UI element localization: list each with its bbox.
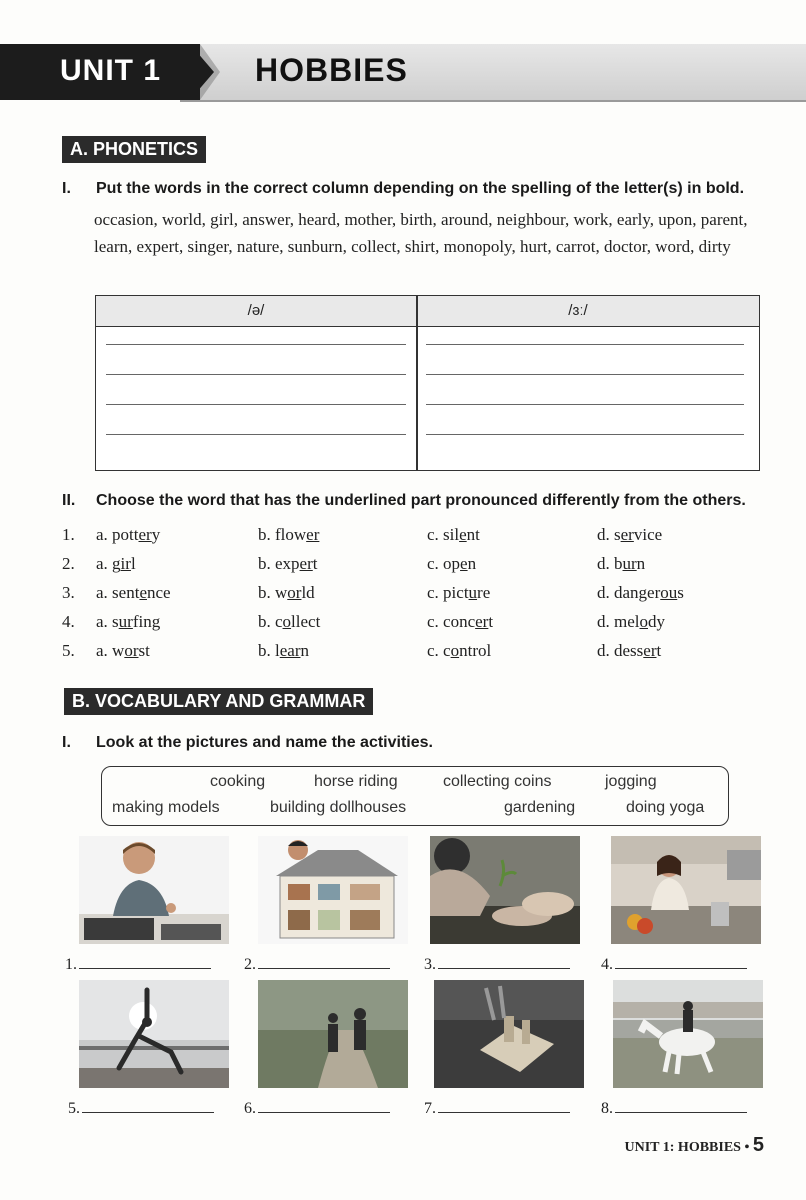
word-bank — [101, 766, 729, 826]
dollhouse-photo — [258, 836, 408, 944]
word-bank-item: making models — [112, 799, 220, 816]
answer-line[interactable] — [258, 1098, 390, 1113]
answer-option-a[interactable]: a. pottery — [96, 525, 161, 544]
horse-riding-photo — [613, 980, 763, 1088]
exercise-number: I. — [62, 734, 71, 751]
word-bank-item: building dollhouses — [270, 799, 407, 816]
answer-line[interactable] — [106, 434, 406, 435]
answer-option-d[interactable]: d. service — [597, 525, 663, 544]
underlined-part: ou — [660, 583, 678, 602]
phonetics-table — [95, 295, 760, 471]
underlined-part: ear — [279, 641, 301, 660]
question-number: 2. — [62, 554, 75, 573]
answer-option-d[interactable]: d. melody — [597, 612, 665, 631]
column-header-schwa: /ə/ — [247, 302, 265, 319]
unit-title: HOBBIES — [255, 52, 408, 88]
underlined-part: er — [643, 641, 657, 660]
underlined-part: er — [299, 554, 313, 573]
picture-number: 2. — [244, 956, 256, 973]
question-number: 4. — [62, 612, 75, 631]
word-bank-item: doing yoga — [626, 799, 705, 816]
underlined-part: ur — [622, 554, 637, 573]
underlined-part: er — [620, 525, 634, 544]
answer-line[interactable] — [426, 434, 744, 435]
answer-blank[interactable] — [244, 954, 390, 974]
column-header-er: /ɜː/ — [568, 302, 588, 319]
question-row — [62, 612, 762, 638]
answer-line[interactable] — [438, 954, 570, 969]
underlined-part: or — [124, 641, 139, 660]
jogging-photo — [258, 980, 408, 1088]
word-bank-item: jogging — [605, 773, 657, 790]
question-row — [62, 583, 762, 609]
question-number: 3. — [62, 583, 75, 602]
section-a-heading: A. PHONETICS — [62, 136, 206, 163]
header-arrow — [190, 44, 214, 100]
question-row — [62, 554, 762, 580]
answer-blank[interactable] — [65, 954, 211, 974]
question-row — [62, 641, 762, 667]
section-b-heading: B. VOCABULARY AND GRAMMAR — [64, 688, 373, 715]
model-building-photo — [434, 980, 584, 1088]
word-bank-item: collecting coins — [443, 773, 552, 790]
underlined-part: e — [139, 583, 147, 602]
instruction-text: Look at the pictures and name the activities. — [96, 734, 433, 751]
answer-option-d[interactable]: d. dangerous — [597, 583, 684, 602]
picture-number: 6. — [244, 1100, 256, 1117]
word-list: occasion, world, girl, answer, heard, mother, birth, around, neighbour, work, early, upon, parent, learn, expert, singer, nature, sunburn, collect, shirt, monopoly, hurt, carrot, doctor, word, dirty — [94, 210, 748, 256]
answer-option-c[interactable]: c. concert — [427, 612, 494, 631]
answer-line[interactable] — [426, 404, 744, 405]
word-bank-item: gardening — [504, 799, 576, 816]
page-footer — [625, 1134, 764, 1157]
answer-option-c[interactable]: c. open — [427, 554, 477, 573]
footer-text: UNIT 1: HOBBIES • — [624, 1140, 750, 1155]
question-number: 5. — [62, 641, 75, 660]
answer-option-d[interactable]: d. dessert — [597, 641, 662, 660]
question-row — [62, 525, 762, 551]
answer-line[interactable] — [79, 954, 211, 969]
unit-header — [0, 40, 806, 104]
underlined-part: o — [639, 612, 648, 631]
answer-option-a[interactable]: a. worst — [96, 641, 150, 660]
underlined-part: u — [468, 583, 478, 602]
answer-blank[interactable] — [601, 1098, 747, 1118]
answer-blank[interactable] — [68, 1098, 214, 1118]
underlined-part: o — [282, 612, 292, 631]
underlined-part: or — [287, 583, 302, 602]
picture-number: 7. — [424, 1100, 436, 1117]
yoga-photo — [79, 980, 229, 1088]
exercise-a2-instruction — [62, 492, 746, 510]
answer-line[interactable] — [438, 1098, 570, 1113]
unit-number: UNIT 1 — [60, 54, 162, 87]
underlined-part: ur — [118, 612, 133, 631]
exercise-b1-instruction — [62, 734, 433, 752]
answer-line[interactable] — [615, 1098, 747, 1113]
underlined-part: ir — [120, 554, 131, 573]
answer-option-c[interactable]: c. silent — [427, 525, 480, 544]
instruction-text: Put the words in the correct column depending on the spelling of the letter(s) in bold. — [96, 180, 745, 197]
answer-option-b[interactable]: b. world — [258, 583, 315, 602]
answer-line[interactable] — [426, 374, 744, 375]
boy-coins-photo — [79, 836, 229, 944]
underlined-part: e — [459, 525, 467, 544]
answer-line[interactable] — [106, 344, 406, 345]
picture-number: 8. — [601, 1100, 613, 1117]
picture-number: 1. — [65, 956, 77, 973]
exercise-number: I. — [62, 180, 71, 197]
answer-line[interactable] — [258, 954, 390, 969]
underlined-part: o — [450, 641, 460, 660]
question-number: 1. — [62, 525, 75, 544]
answer-blank[interactable] — [424, 1098, 570, 1118]
answer-blank[interactable] — [244, 1098, 390, 1118]
word-bank-item: cooking — [210, 773, 266, 790]
answer-blank[interactable] — [601, 954, 747, 974]
instruction-text: Choose the word that has the underlined part pronounced differently from the others. — [96, 492, 746, 509]
picture-number: 4. — [601, 956, 613, 973]
answer-option-b[interactable]: b. learn — [258, 641, 309, 660]
answer-line[interactable] — [106, 374, 406, 375]
answer-line[interactable] — [426, 344, 744, 345]
answer-option-c[interactable]: c. control — [427, 641, 492, 660]
gardening-photo — [430, 836, 580, 944]
cooking-photo — [611, 836, 761, 944]
answer-option-b[interactable]: b. expert — [258, 554, 318, 573]
answer-blank[interactable] — [424, 954, 570, 974]
answer-option-a[interactable]: a. sentence — [96, 583, 171, 602]
exercise-a1-instruction — [62, 180, 744, 198]
answer-option-a[interactable]: a. surfing — [96, 612, 161, 631]
picture-number: 3. — [424, 956, 436, 973]
page-number: 5 — [752, 1134, 764, 1156]
answer-line[interactable] — [615, 954, 747, 969]
answer-option-b[interactable]: b. collect — [258, 612, 321, 631]
underlined-part: e — [460, 554, 468, 573]
underlined-part: er — [306, 525, 320, 544]
underlined-part: er — [475, 612, 489, 631]
word-bank-item: horse riding — [314, 773, 398, 790]
answer-option-c[interactable]: c. picture — [427, 583, 491, 602]
answer-line[interactable] — [106, 404, 406, 405]
exercise-number: II. — [62, 492, 76, 509]
underlined-part: er — [138, 525, 152, 544]
answer-option-a[interactable]: a. girl — [96, 554, 136, 573]
picture-number: 5. — [68, 1100, 80, 1117]
answer-option-b[interactable]: b. flower — [258, 525, 320, 544]
column-divider — [416, 296, 418, 470]
answer-option-d[interactable]: d. burn — [597, 554, 646, 573]
answer-line[interactable] — [82, 1098, 214, 1113]
